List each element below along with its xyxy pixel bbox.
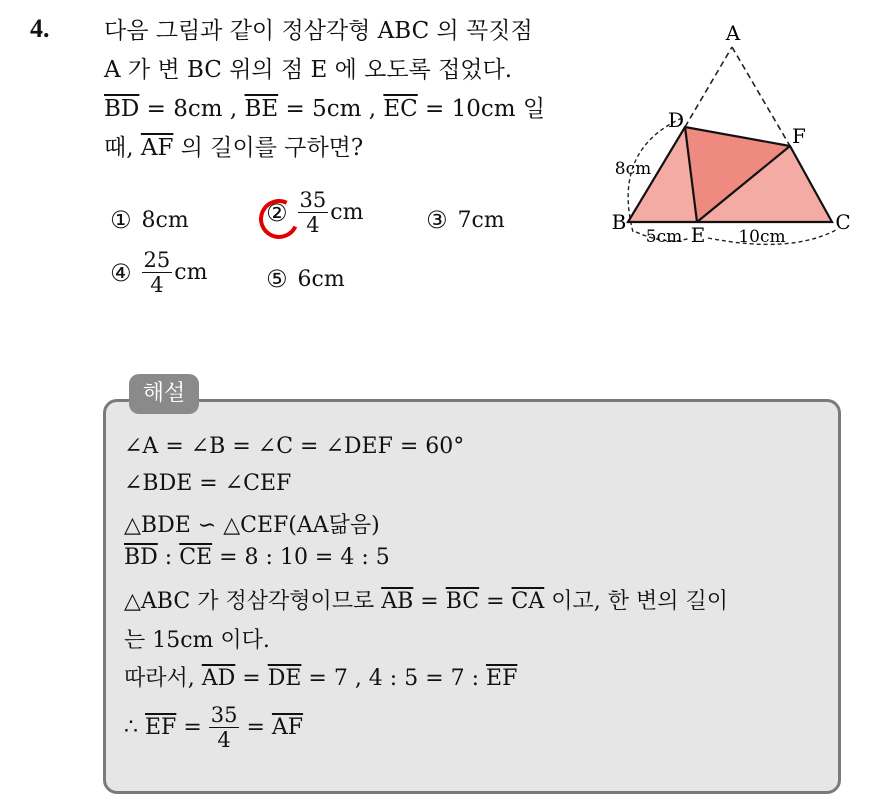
question-line-4 <box>104 129 594 168</box>
ec-value: = 10cm 일 <box>417 96 546 122</box>
solution-line-4 <box>124 545 390 570</box>
question-line-3 <box>104 90 594 129</box>
choice-4-unit: cm <box>174 260 208 285</box>
label-c: C <box>835 210 851 234</box>
choice-1-text: 8cm <box>141 207 189 233</box>
sol-seg-de: $\overline{DE}$ <box>267 666 302 691</box>
choice-4-denominator: 4 <box>150 273 164 297</box>
sol-l5-eq2: = <box>479 589 512 614</box>
choice-3[interactable] <box>426 206 505 234</box>
choice-5-text: 6cm <box>297 266 345 292</box>
sol-l8-eq: = <box>176 715 209 740</box>
folded-triangle-figure <box>600 18 860 258</box>
be-value: = 5cm , <box>278 96 384 122</box>
sol-l8-eq2: = <box>239 715 272 740</box>
sol-l8-ef: $\overline{EF}$ <box>145 715 177 740</box>
solution-line-8 <box>124 703 303 752</box>
solution-line-6: 는 15cm 이다. <box>124 628 270 653</box>
sol-l5-eq1: = <box>413 589 446 614</box>
line4-pre: 때, <box>104 135 141 161</box>
seg-be: $\overline{BE}$ <box>244 96 279 122</box>
label-b: B <box>611 210 627 234</box>
sol-seg-ce: $\overline{CE}$ <box>179 545 213 570</box>
choice-2-numerator: 35 <box>299 188 327 212</box>
line4-post: 의 길이를 구하면? <box>173 135 364 161</box>
solution-line-3: △BDE ∽ △CEF(AA닮음) <box>124 513 380 538</box>
sol-seg-ca: $\overline{CA}$ <box>511 589 545 614</box>
choice-5[interactable] <box>266 265 345 293</box>
choice-4-fraction <box>142 248 173 297</box>
seg-af: $\overline{AF}$ <box>140 135 174 161</box>
solution-line-2: ∠BDE = ∠CEF <box>124 471 292 496</box>
sol-l7-eq: = <box>235 666 268 691</box>
label-e: E <box>690 223 706 247</box>
solution-line-1: ∠A = ∠B = ∠C = ∠DEF = 60° <box>124 434 465 459</box>
solution-line-7 <box>124 661 517 692</box>
sol-l7-post: = 7 , 4 : 5 = 7 : <box>301 666 487 691</box>
choice-2-denominator: 4 <box>306 213 320 237</box>
dashed-da <box>685 47 732 127</box>
len-be-label: 5cm <box>645 227 683 247</box>
choice-2-unit: cm <box>330 200 364 225</box>
choice-3-mark: ③ <box>426 206 448 234</box>
sol-seg-ad: $\overline{AD}$ <box>201 666 236 691</box>
choice-4-numerator: 25 <box>143 248 171 272</box>
sol-l4-mid: : <box>157 545 180 570</box>
sol-seg-bd: $\overline{BD}$ <box>124 545 158 570</box>
sol-l8-fraction <box>209 703 240 752</box>
question-line-1: 다음 그림과 같이 정삼각형 ABC 의 꼭짓점 <box>104 18 533 44</box>
label-d: D <box>667 108 685 132</box>
seg-bd: $\overline{BD}$ <box>104 96 140 122</box>
bd-value: = 8cm , <box>139 96 245 122</box>
question-number: 4. <box>30 14 50 43</box>
sol-l8-numerator: 35 <box>210 703 238 727</box>
sol-seg-ab: $\overline{AB}$ <box>381 589 414 614</box>
choice-5-mark: ⑤ <box>266 265 288 293</box>
question-line-2: A 가 변 BC 위의 점 E 에 오도록 접었다. <box>104 57 513 83</box>
choice-2-fraction <box>298 188 329 237</box>
sol-l8-af: $\overline{AF}$ <box>271 715 304 740</box>
sol-seg-ef: $\overline{EF}$ <box>486 666 518 691</box>
choice-1-mark: ① <box>110 206 132 234</box>
choice-2[interactable] <box>266 188 363 237</box>
sol-l5-pre: △ABC 가 정삼각형이므로 <box>124 589 382 614</box>
question-text <box>104 12 594 168</box>
choice-1[interactable] <box>110 206 189 234</box>
len-bd-label: 8cm <box>614 159 652 179</box>
choice-4-mark: ④ <box>110 258 132 287</box>
label-a: A <box>725 21 741 45</box>
sol-l5-post: 이고, 한 변의 길이 <box>544 589 729 614</box>
sol-l7-pre: 따라서, <box>124 666 202 691</box>
len-ec-label: 10cm <box>738 227 786 247</box>
sol-l8-denominator: 4 <box>217 728 231 752</box>
choice-4[interactable] <box>110 248 207 297</box>
choice-2-mark: ② <box>266 198 288 227</box>
solution-line-5 <box>124 584 728 615</box>
dashed-af <box>732 47 790 146</box>
solution-tag: 해설 <box>129 374 199 414</box>
sol-l8-pre: ∴ <box>124 715 145 740</box>
seg-ec: $\overline{EC}$ <box>383 96 418 122</box>
label-f: F <box>792 124 806 148</box>
sol-l4-post: = 8 : 10 = 4 : 5 <box>212 545 390 570</box>
choice-3-text: 7cm <box>457 207 505 233</box>
sol-seg-bc: $\overline{BC}$ <box>445 589 480 614</box>
